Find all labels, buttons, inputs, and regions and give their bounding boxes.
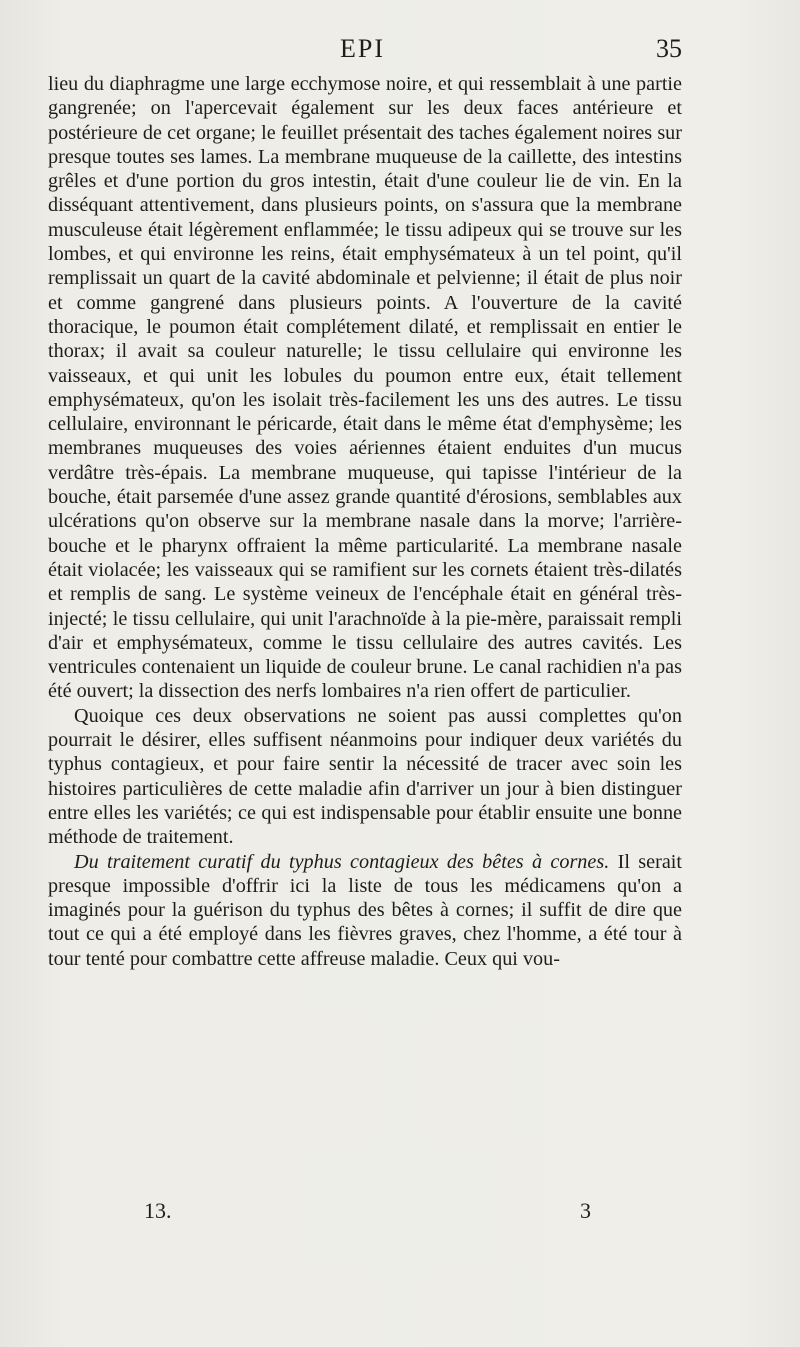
running-head-title: EPI	[340, 34, 385, 63]
signature-mark-left: 13.	[144, 1198, 172, 1223]
page-number: 35	[656, 34, 682, 63]
running-head	[48, 34, 682, 70]
section-heading-treatment: Du traitement curatif du typhus contagieux des bêtes à cornes.	[74, 850, 610, 873]
paragraph-treatment	[48, 850, 682, 971]
page-footer	[48, 1198, 682, 1232]
paragraph-autopsy-continuation: lieu du diaphragme une large ecchymose noire, et qui ressemblait à une partie gangrenée; on l'apercevait également sur les deux faces antérieure et postérieure de cet organe; le feuillet présentait des taches également noires sur presque toutes ses lames. La membrane muqueuse de la caillette, des intestins grêles et d'une portion du gros intestin, était d'une couleur lie de vin. En la disséquant attentivement, dans plusieurs points, on s'assura que la membrane musculeuse était légèrement enflammée; le tissu adipeux qui se trouve sur les lombes, et qui environne les reins, était emphysémateux à un tel point, qu'il remplissait un quart de la cavité abdominale et pelvienne; il était de plus noir et comme gangrené dans plusieurs points. A l'ouverture de la cavité thoracique, le poumon était complétement dilaté, et remplissait en entier le thorax; il avait sa couleur naturelle; le tissu cellulaire qui environne les vaisseaux, et qui unit les lobules du poumon entre eux, était tellement emphysémateux, qu'on les isolait très-facilement les uns des autres. Le tissu cellulaire, environnant le péricarde, était dans le même état d'emphysème; les membranes muqueuses des voies aériennes étaient enduites d'un mucus verdâtre très-épais. La membrane muqueuse, qui tapisse l'intérieur de la bouche, était parsemée d'une assez grande quantité d'érosions, semblables aux ulcérations qu'on observe sur la membrane nasale dans la morve; l'arrière-bouche et le pharynx offraient la même particularité. La membrane nasale était violacée; les vaisseaux qui se ramifient sur les cornets étaient très-dilatés et remplis de sang. Le système veineux de l'encéphale était en général très-injecté; le tissu cellulaire, qui unit l'arachnoïde à la pie-mère, paraissait rempli d'air et emphysémateux, comme le tissu cellulaire des autres cavités. Les ventricules contenaient un liquide de couleur brune. Le canal rachidien n'a pas été ouvert; la dissection des nerfs lombaires n'a rien offert de particulier.	[48, 73, 682, 703]
paragraph-treatment-text: Il serait presque impossible d'offrir ici la liste de tous les médicamens qu'on a imaginés pour la guérison du typhus des bêtes à cornes; il suffit de dire que tout ce qui a été employé dans les fièvres graves, chez l'homme, a été tour à tour tenté pour combattre cette affreuse maladie. Ceux qui vou-	[48, 850, 682, 970]
paragraph-observations-summary: Quoique ces deux observations ne soient pas aussi complettes qu'on pourrait le désirer, elles suffisent néanmoins pour indiquer deux variétés du typhus contagieux, et pour faire sentir la nécessité de tracer avec soin les histoires particulières de cette maladie afin d'arriver un jour à bien distinguer entre elles les variétés; ce qui est indispensable pour établir ensuite une bonne méthode de traitement.	[48, 704, 682, 849]
body-text	[48, 72, 682, 971]
signature-mark-right: 3	[580, 1198, 591, 1223]
